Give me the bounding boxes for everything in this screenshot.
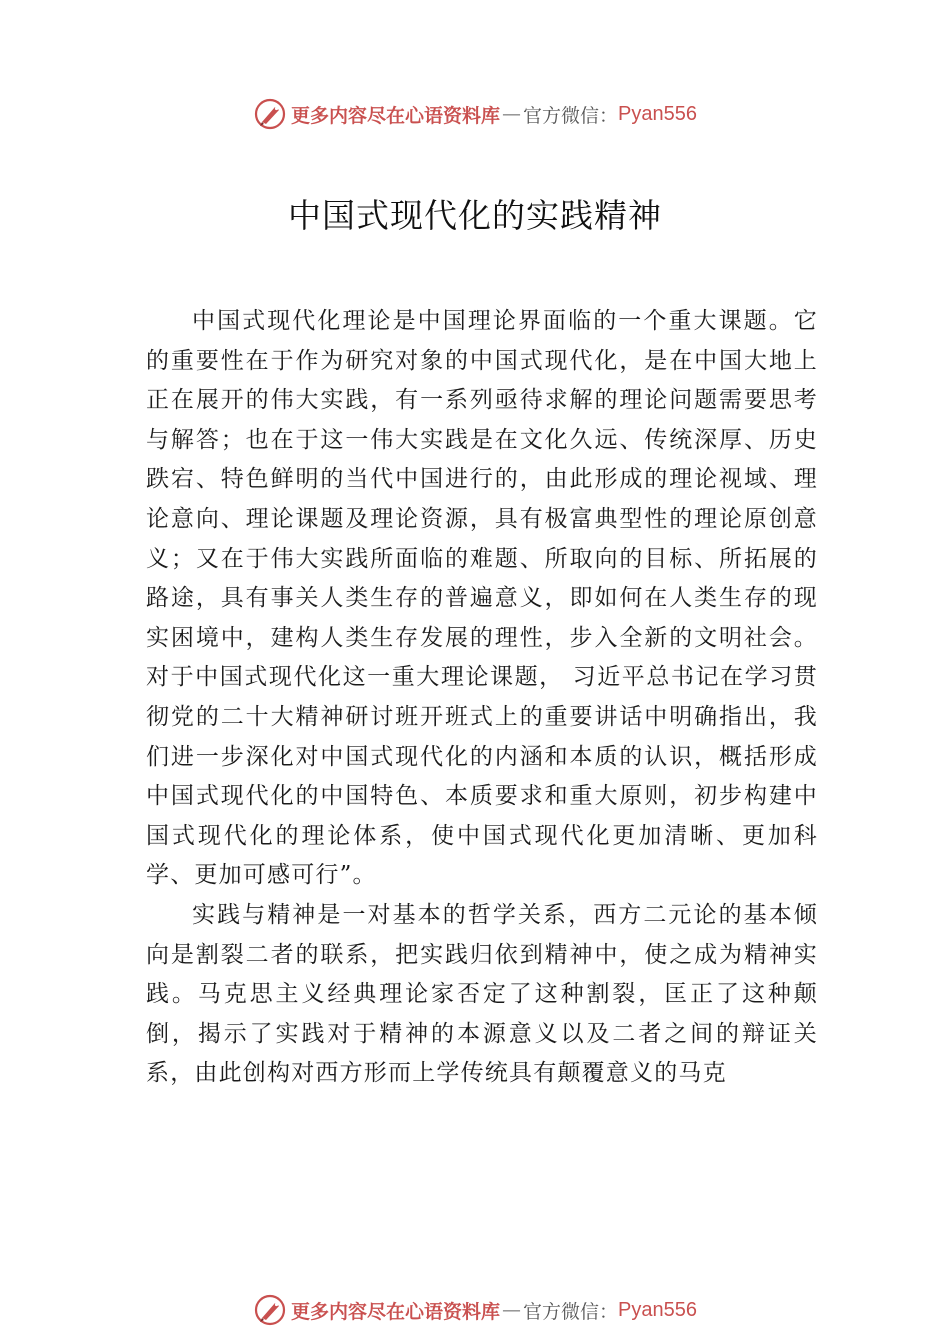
paragraph-2: 实践与精神是一对基本的哲学关系，西方二元论的基本倾向是割裂二者的联系，把实践归依到精神中，使之成为精神实践。马克思主义经典理论家否定了这种割裂，匡正了这种颠倒，揭示了实践对于精神的本源意义以及二者之间的辩证关系，由此创构对西方形而上学传统具有颠覆意义的马克: [146, 901, 818, 1087]
banner-main-text: 更多内容尽在心语资料库: [291, 1300, 501, 1323]
banner-separator: —: [502, 1299, 522, 1321]
pen-nib-logo-icon: [253, 97, 287, 131]
pen-nib-logo-icon: [253, 1293, 287, 1327]
banner-wechat-id: Pyan556: [618, 102, 697, 125]
banner-wechat-id: Pyan556: [618, 1298, 697, 1321]
banner-separator: —: [502, 103, 522, 125]
banner-main-text: 更多内容尽在心语资料库: [291, 104, 501, 127]
page-title: 中国式现代化的实践精神: [288, 196, 662, 235]
paragraph-1: 中国式现代化理论是中国理论界面临的一个重大课题。它的重要性在于作为研究对象的中国式现代化，是在中国大地上正在展开的伟大实践，有一系列亟待求解的理论问题需要思考与解答；也在于这一伟大实践是在文化久远、传统深厚、历史跌宕、特色鲜明的当代中国进行的，由此形成的理论视域、理论意向、理论课题及理论资源，具有极富典型性的理论原创意义；又在于伟大实践所面临的难题、所取向的目标、所拓展的路途，具有事关人类生存的普遍意义，即如何在人类生存的现实困境中，建构人类生存发展的理性，步入全新的文明社会。对于中国式现代化这一重大理论课题， 习近平总书记在学习贯彻党的二十大精神研讨班开班式上的重要讲话中明确指出，我们进一步深化对中国式现代化的内涵和本质的认识，概括形成中国式现代化的中国特色、本质要求和重大原则，初步构建中国式现代化的理论体系，使中国式现代化更加清晰、更加科学、更加可感可行”。: [146, 308, 818, 889]
footer-banner: [0, 1290, 950, 1330]
document-body: [146, 302, 818, 1094]
banner-wechat-label: 官方微信：: [523, 1300, 619, 1323]
header-banner: [0, 94, 950, 134]
banner-wechat-label: 官方微信：: [523, 104, 619, 127]
